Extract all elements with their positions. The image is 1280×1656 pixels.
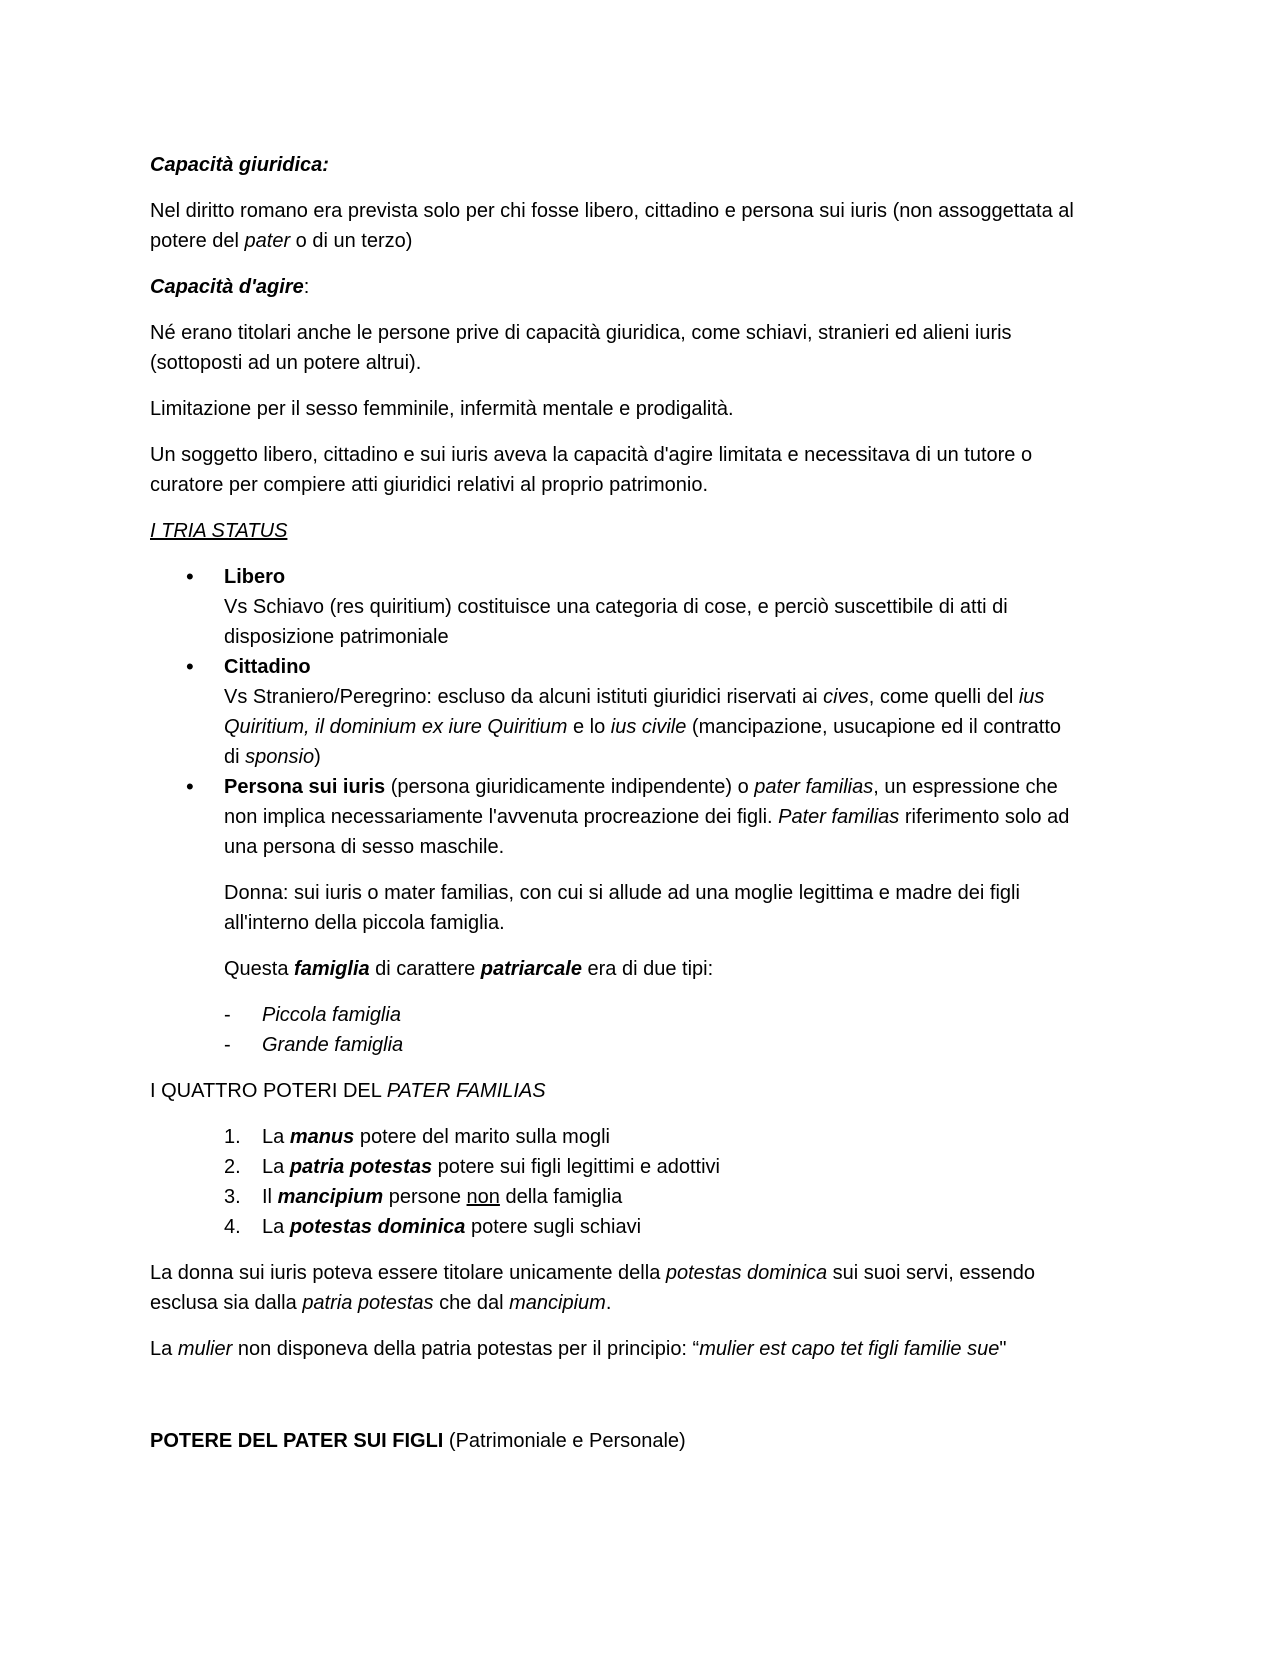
list-number: 4.: [224, 1216, 241, 1238]
paragraph-line: La mulier non disponeva della patria potestas per il principio: “mulier est capo tet figli familie sue": [150, 1338, 1007, 1360]
list-number: 2.: [224, 1156, 241, 1178]
paragraph-line: esclusa sia dalla patria potestas che dal mancipium.: [150, 1292, 612, 1314]
list-item-text: di sponsio): [224, 746, 321, 768]
list-item-text: non implica necessariamente l'avvenuta procreazione dei figli. Pater familias riferimento solo ad: [224, 806, 1070, 828]
heading-tria-status: I TRIA STATUS: [150, 520, 288, 542]
list-item-text: disposizione patrimoniale: [224, 626, 449, 648]
paragraph-line: Né erano titolari anche le persone prive di capacità giuridica, come schiavi, stranieri ed alieni iuris: [150, 322, 1012, 344]
bullet-icon: •: [186, 654, 194, 679]
list-item-text: una persona di sesso maschile.: [224, 836, 505, 858]
dash-icon: -: [224, 1004, 231, 1026]
paragraph-line: Limitazione per il sesso femminile, infermità mentale e prodigalità.: [150, 398, 734, 420]
list-item-title-cittadino: Cittadino: [224, 656, 311, 678]
numbered-list-item: La manus potere del marito sulla mogli: [262, 1126, 610, 1148]
paragraph-line: Nel diritto romano era prevista solo per chi fosse libero, cittadino e persona sui iuris (non assoggettata al: [150, 200, 1074, 222]
numbered-list-item: La potestas dominica potere sugli schiavi: [262, 1216, 642, 1238]
paragraph-line: La donna sui iuris poteva essere titolare unicamente della potestas dominica sui suoi servi, essendo: [150, 1262, 1035, 1284]
paragraph-line: Un soggetto libero, cittadino e sui iuris aveva la capacità d'agire limitata e necessitava di un tutore o: [150, 444, 1033, 466]
list-number: 3.: [224, 1186, 241, 1208]
numbered-list-item: Il mancipium persone non della famiglia: [262, 1186, 623, 1208]
dash-icon: -: [224, 1034, 231, 1056]
list-item-text: all'interno della piccola famiglia.: [224, 912, 505, 934]
paragraph-line: potere del pater o di un terzo): [150, 230, 413, 252]
list-item-text: Vs Straniero/Peregrino: escluso da alcuni istituti giuridici riservati ai cives, come quelli del ius: [224, 686, 1045, 708]
paragraph-line: (sottoposti ad un potere altrui).: [150, 352, 422, 374]
bullet-icon: •: [186, 774, 194, 799]
heading-capacita-giuridica: Capacità giuridica:: [150, 154, 329, 176]
list-item-text: Quiritium, il dominium ex iure Quiritium e lo ius civile (mancipazione, usucapione ed il contratto: [224, 716, 1062, 738]
list-item-title-libero: Libero: [224, 566, 286, 588]
list-number: 1.: [224, 1126, 241, 1148]
bullet-icon: •: [186, 564, 194, 589]
list-item-text: Donna: sui iuris o mater familias, con cui si allude ad una moglie legittima e madre dei figli: [224, 882, 1020, 904]
list-item-text: Vs Schiavo (res quiritium) costituisce una categoria di cose, e perciò suscettibile di atti di: [224, 596, 1008, 618]
list-item-famiglia-type: Piccola famiglia: [262, 1004, 401, 1026]
list-item-title-persona: Persona sui iuris (persona giuridicamente indipendente) o pater familias, un espressione che: [224, 776, 1058, 798]
heading-potere-pater: POTERE DEL PATER SUI FIGLI (Patrimoniale e Personale): [150, 1430, 686, 1452]
list-item-famiglia-type: Grande famiglia: [262, 1034, 404, 1056]
heading-quattro-poteri: I QUATTRO POTERI DEL PATER FAMILIAS: [150, 1080, 546, 1102]
numbered-list-item: La patria potestas potere sui figli legittimi e adottivi: [262, 1156, 720, 1178]
paragraph-line: curatore per compiere atti giuridici relativi al proprio patrimonio.: [150, 474, 709, 496]
list-item-text: Questa famiglia di carattere patriarcale era di due tipi:: [224, 958, 714, 980]
heading-capacita-agire: Capacità d'agire:: [150, 276, 310, 298]
